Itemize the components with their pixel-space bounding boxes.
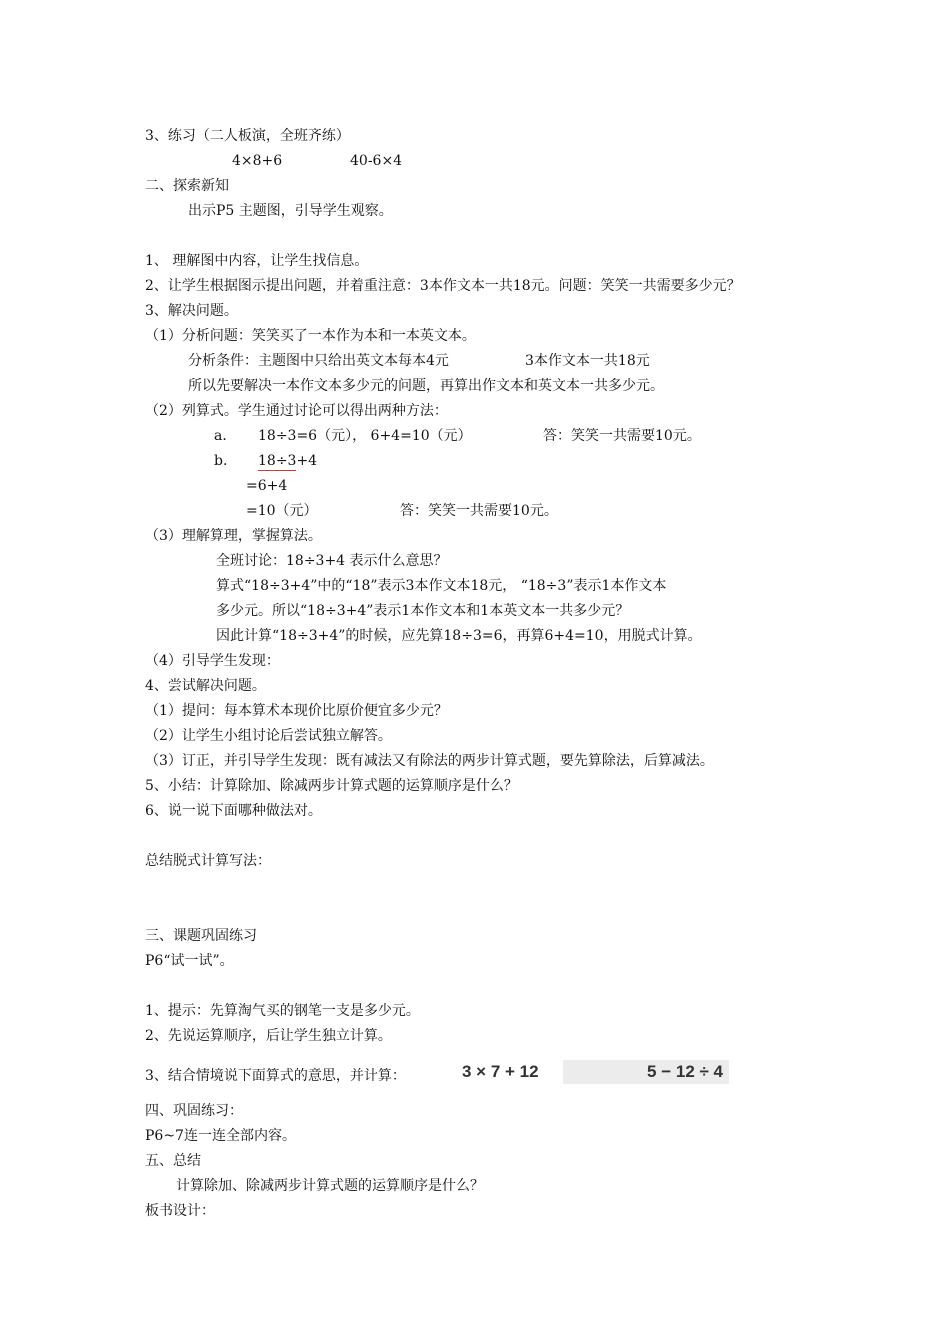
- method-b-step-3: =10（元）: [246, 503, 318, 519]
- method-b-formula: [258, 451, 317, 471]
- order-first-text: 2、先说运算顺序，后让学生独立计算。: [145, 1028, 392, 1044]
- expression-image-1: 3 × 7 + 12: [462, 1062, 539, 1081]
- expression-image-2: 5 − 12 ÷ 4: [563, 1060, 729, 1084]
- context-expression-text: 3、结合情境说下面算式的意思，并计算：: [145, 1068, 406, 1084]
- method-b-formula-rest: +4: [296, 453, 318, 469]
- method-a-answer: 答：笑笑一共需要10元。: [543, 428, 701, 444]
- correction-text: （3）订正，并引导学生发现：既有减法又有除法的两步计算式题，要先算除法，后算减法。: [145, 753, 714, 769]
- method-b-answer: 答：笑笑一共需要10元。: [400, 503, 558, 519]
- method-b-step-2: =6+4: [246, 478, 288, 494]
- condition-total-text: 3本作文本一共18元: [525, 353, 650, 369]
- connect-exercise-text: P6~7连一连全部内容。: [145, 1128, 296, 1144]
- group-discussion-text: （2）让学生小组讨论后尝试独立解答。: [145, 728, 392, 744]
- understand-heading: （3）理解算理，掌握算法。: [145, 528, 322, 544]
- step-1-text: 1、 理解图中内容，让学生找信息。: [145, 253, 369, 269]
- method-a-formula: 18÷3=6（元）， 6+4=10（元）: [258, 428, 472, 444]
- practice-expr-1: 4×8+6: [232, 153, 283, 169]
- analyze-problem-text: （1）分析问题：笑笑买了一本作为本和一本英文本。: [145, 328, 476, 344]
- step-2-text: 2、让学生根据图示提出问题，并着重注意：3本作文本一共18元。问题：笑笑一共需要多少元？: [145, 278, 741, 294]
- practice-heading: 3、练习（二人板演，全班齐练）: [145, 128, 350, 144]
- solve-first-text: 所以先要解决一本作文本多少元的问题，再算出作文本和英文本一共多少元。: [188, 378, 664, 394]
- hint-text: 1、提示：先算淘气买的钢笔一支是多少元。: [145, 1003, 420, 1019]
- method-b-label: b．: [214, 453, 237, 469]
- final-summary-text: 计算除加、除减两步计算式题的运算顺序是什么？: [176, 1178, 484, 1194]
- section-5-heading: 五、总结: [145, 1153, 201, 1169]
- calculation-order-text: 因此计算“18÷3+4”的时候，应先算18÷3=6，再算6+4=10，用脱式计算。: [216, 628, 702, 644]
- board-design-label: 板书设计：: [145, 1203, 215, 1219]
- underlined-division: 18÷3: [258, 453, 297, 469]
- analyze-condition-text: 分析条件：主题图中只给出英文本每本4元: [188, 353, 449, 369]
- step-4-heading: 4、尝试解决问题。: [145, 678, 266, 694]
- try-it-text: P6“试一试”。: [145, 953, 234, 969]
- stepwise-summary-text: 总结脱式计算写法：: [145, 853, 271, 869]
- summary-text: 5、小结：计算除加、除减两步计算式题的运算顺序是什么？: [145, 778, 518, 794]
- show-theme-text: 出示P5 主题图，引导学生观察。: [188, 203, 393, 219]
- practice-expr-2: 40-6×4: [350, 153, 403, 169]
- which-correct-text: 6、说一说下面哪种做法对。: [145, 803, 322, 819]
- section-4-heading: 四、巩固练习：: [145, 1103, 243, 1119]
- guide-discover-text: （4）引导学生发现：: [145, 653, 280, 669]
- section-2-heading: 二、探索新知: [145, 178, 229, 194]
- step-3-heading: 3、解决问题。: [145, 303, 238, 319]
- method-a-label: a．: [214, 428, 237, 444]
- list-formula-text: （2）列算式。学生通过讨论可以得出两种方法：: [145, 403, 448, 419]
- question-text: （1）提问：每本算术本现价比原价便宜多少元？: [145, 703, 448, 719]
- class-discussion-text: 全班讨论：18÷3+4 表示什么意思？: [216, 553, 448, 569]
- meaning-text-1: 算式“18÷3+4”中的“18”表示3本作文本18元， “18÷3”表示1本作文本: [216, 578, 667, 594]
- meaning-text-2: 多少元。所以“18÷3+4”表示1本作文本和1本英文本一共多少元？: [216, 603, 630, 619]
- section-3-heading: 三、课题巩固练习: [145, 928, 257, 944]
